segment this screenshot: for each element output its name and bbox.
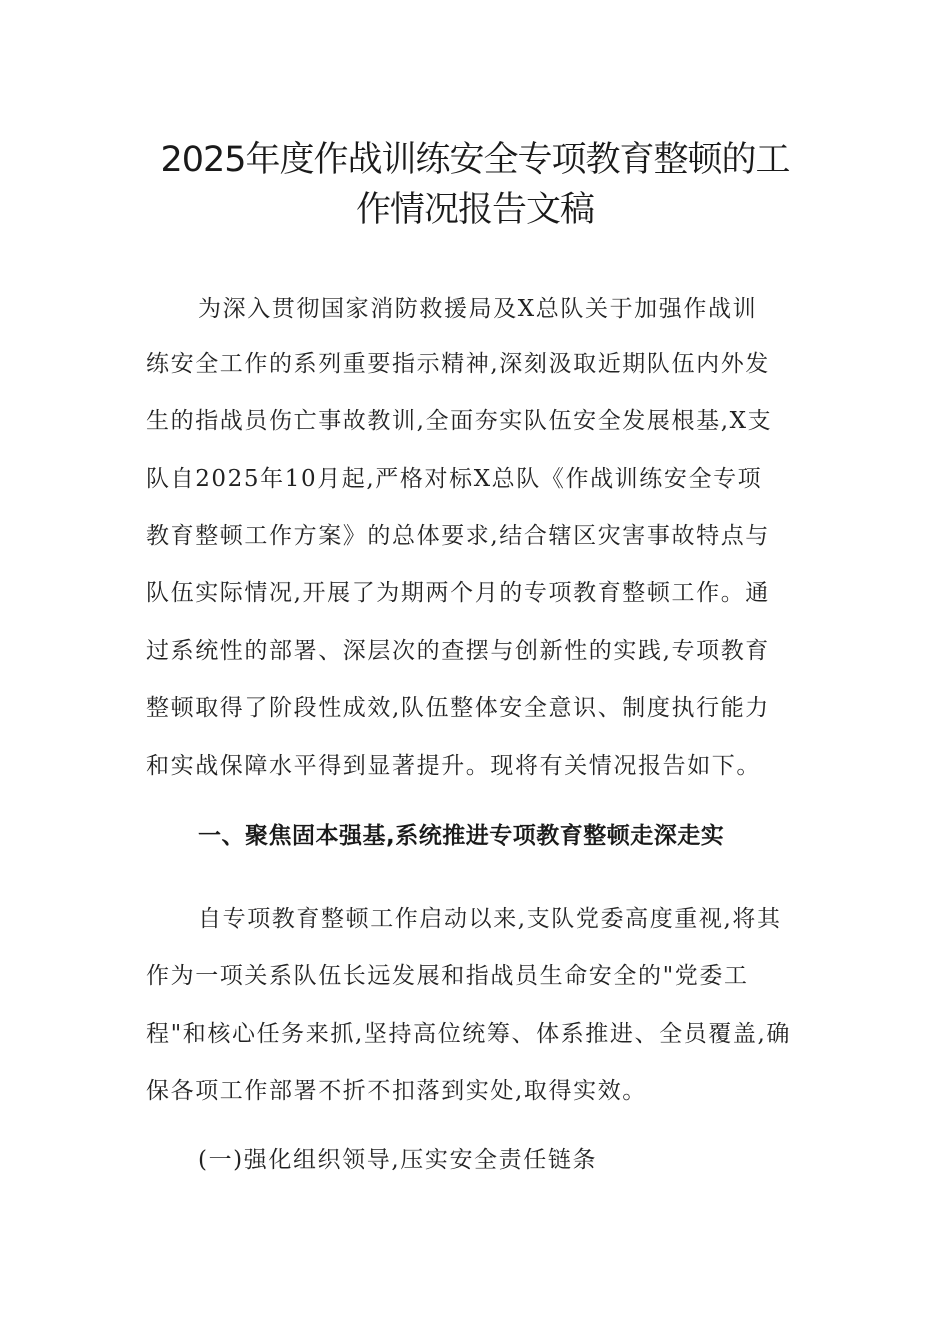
- intro-paragraph-line: 队伍实际情况,开展了为期两个月的专项教育整顿工作。通: [146, 580, 770, 606]
- intro-paragraph-line: 生的指战员伤亡事故教训,全面夯实队伍安全发展根基,X支: [146, 408, 773, 434]
- section-1-paragraph-line: 程"和核心任务来抓,坚持高位统筹、体系推进、全员覆盖,确: [146, 1021, 792, 1047]
- subsection-1-heading: (一)强化组织领导,压实安全责任链条: [198, 1147, 598, 1173]
- document-title-line-2: 作情况报告文稿: [355, 190, 594, 230]
- document-title-line-1: 2025年度作战训练安全专项教育整顿的工: [160, 140, 790, 180]
- intro-paragraph-line: 和实战保障水平得到显著提升。现将有关情况报告如下。: [146, 753, 761, 779]
- section-1-heading: 一、聚焦固本强基,系统推进专项教育整顿走深走实: [198, 823, 725, 849]
- section-1-paragraph-line: 自专项教育整顿工作启动以来,支队党委高度重视,将其: [198, 906, 782, 932]
- intro-paragraph-line: 整顿取得了阶段性成效,队伍整体安全意识、制度执行能力: [146, 695, 770, 721]
- section-1-paragraph-line: 作为一项关系队伍长远发展和指战员生命安全的"党委工: [146, 963, 749, 989]
- intro-paragraph-line: 过系统性的部署、深层次的查摆与创新性的实践,专项教育: [146, 638, 770, 664]
- intro-paragraph-line: 练安全工作的系列重要指示精神,深刻汲取近期队伍内外发: [146, 351, 770, 377]
- section-1-paragraph-line: 保各项工作部署不折不扣落到实处,取得实效。: [146, 1078, 647, 1104]
- intro-paragraph-line: 队自2025年10月起,严格对标X总队《作战训练安全专项: [146, 466, 763, 492]
- intro-paragraph-line: 教育整顿工作方案》的总体要求,结合辖区灾害事故特点与: [146, 523, 770, 549]
- intro-paragraph-line: 为深入贯彻国家消防救援局及X总队关于加强作战训: [198, 296, 758, 322]
